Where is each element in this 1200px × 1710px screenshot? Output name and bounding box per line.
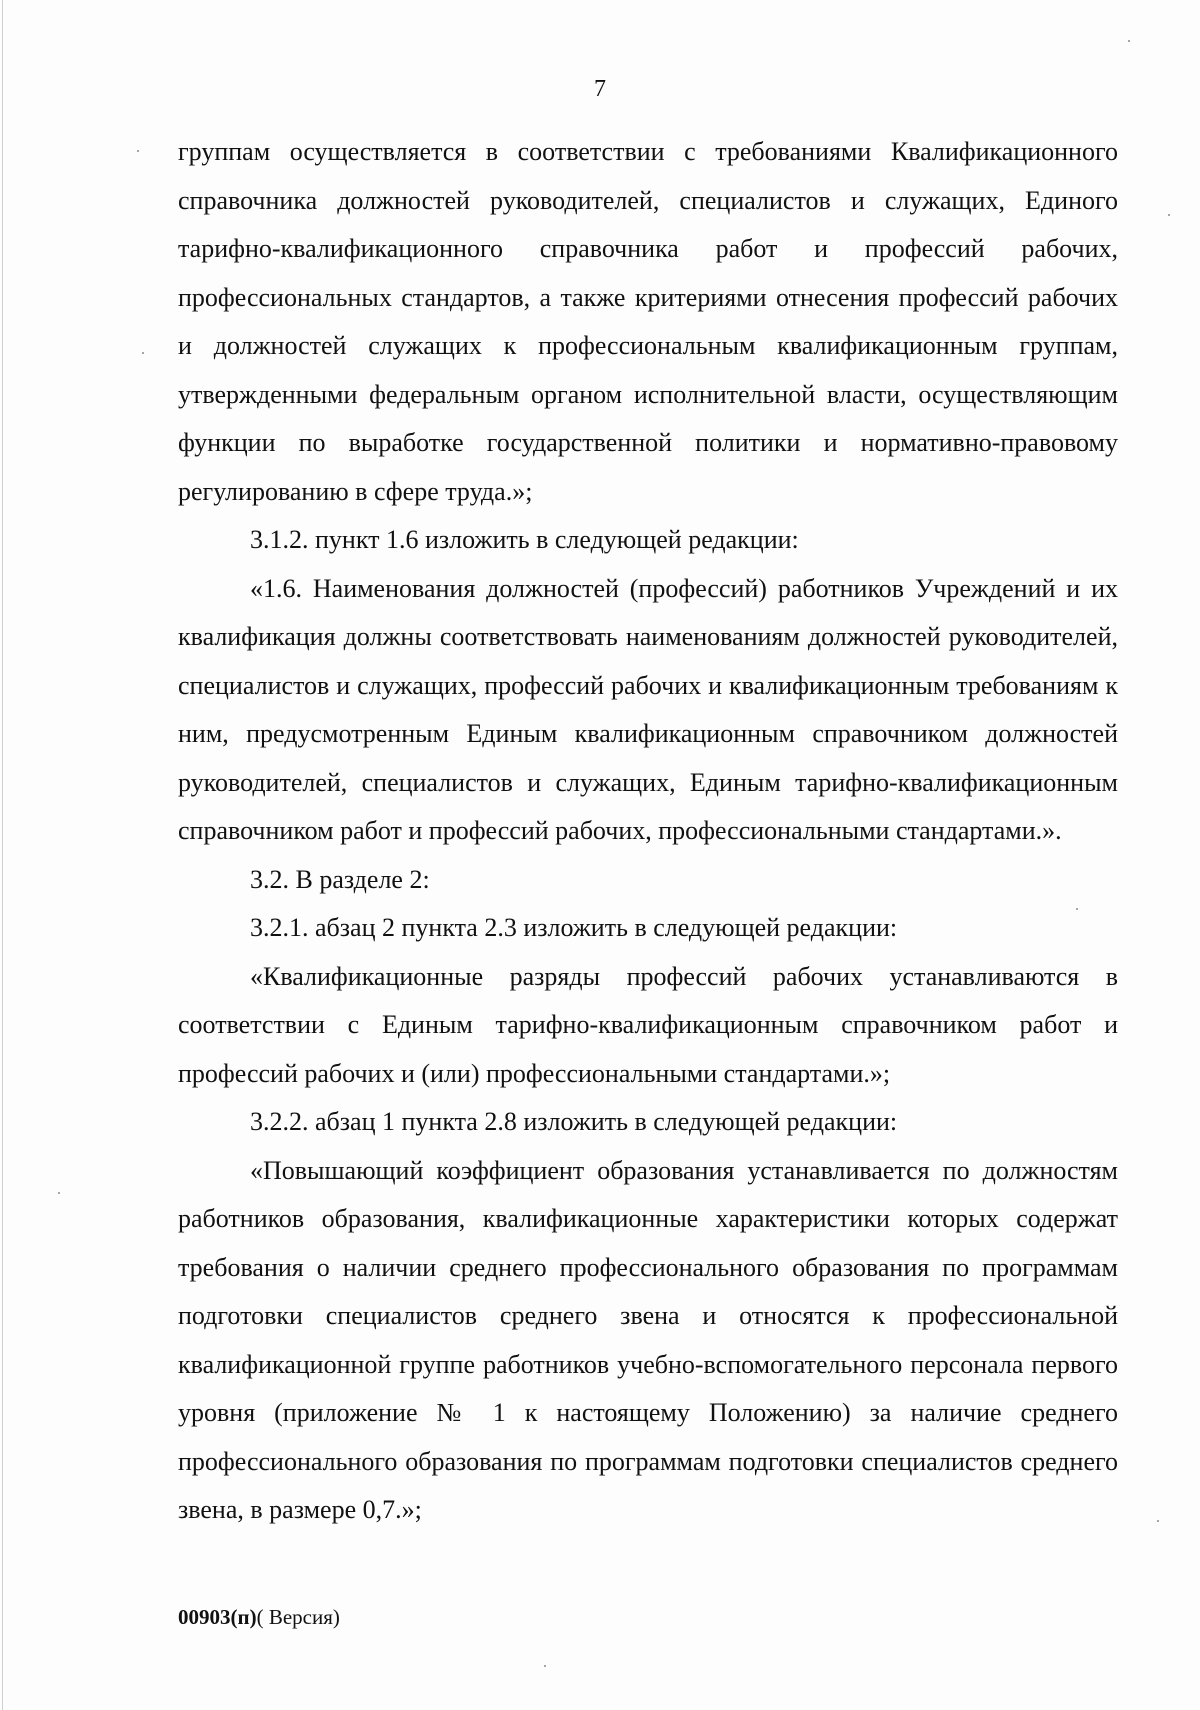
document-version: ( Версия): [256, 1605, 340, 1629]
scan-speck: [142, 352, 144, 354]
paragraph: «Повышающий коэффициент образования устанавливается по должностям работников образования, квалификационные характеристики которых содержат требования о наличии среднего профессионального образования по программам подготовки специалистов среднего звена и относятся к профессиональной квалификационной группе работников учебно-вспомогательного персонала первого уровня (приложение № 1 к настоящему Положению) за наличие среднего профессионального образования по программам подготовки специалистов среднего звена, в размере 0,7.»;: [178, 1155, 1118, 1524]
scan-speck: [1157, 1520, 1159, 1522]
scan-speck: [58, 1192, 60, 1194]
scan-speck: [1168, 214, 1170, 216]
paragraph: 3.1.2. пункт 1.6 изложить в следующей редакции:: [250, 525, 799, 554]
document-code: 00903(п): [178, 1605, 257, 1629]
document-body: [178, 128, 1118, 1535]
scan-speck: [137, 150, 139, 152]
scan-speck: [1128, 40, 1130, 42]
paragraph: «1.6. Наименования должностей (профессий) работников Учреждений и их квалификация должны соответствовать наименованиям должностей руководителей, специалистов и служащих, профессий рабочих и квалификационным требованиям к ним, предусмотренным Единым квалификационным справочником должностей руководителей, специалистов и служащих, Единым тарифно-квалификационным справочником работ и профессий рабочих, профессиональными стандартами.».: [178, 573, 1118, 845]
scan-speck: [544, 1665, 546, 1667]
paragraph: 3.2.1. абзац 2 пункта 2.3 изложить в следующей редакции:: [250, 913, 898, 942]
paragraph: группам осуществляется в соответствии с требованиями Квалификационного справочника должностей руководителей, специалистов и служащих, Единого тарифно-квалификационного справочника работ и профессий рабочих, профессиональных стандартов, а также критериями отнесения профессий рабочих и должностей служащих к профессиональным квалификационным группам, утвержденными федеральным органом исполнительной власти, осуществляющим функции по выработке государственной политики и нормативно-правовому регулированию в сфере труда.»;: [178, 137, 1118, 506]
page-number: 7: [594, 76, 606, 102]
document-footer: [178, 1603, 340, 1631]
paragraph: 3.2.2. абзац 1 пункта 2.8 изложить в следующей редакции:: [250, 1107, 898, 1136]
scan-edge-line: [2, 0, 3, 1710]
paragraph: «Квалификационные разряды профессий рабочих устанавливаются в соответствии с Единым тарифно-квалификационным справочником работ и профессий рабочих и (или) профессиональными стандартами.»;: [178, 961, 1118, 1088]
paragraph: 3.2. В разделе 2:: [250, 864, 430, 894]
